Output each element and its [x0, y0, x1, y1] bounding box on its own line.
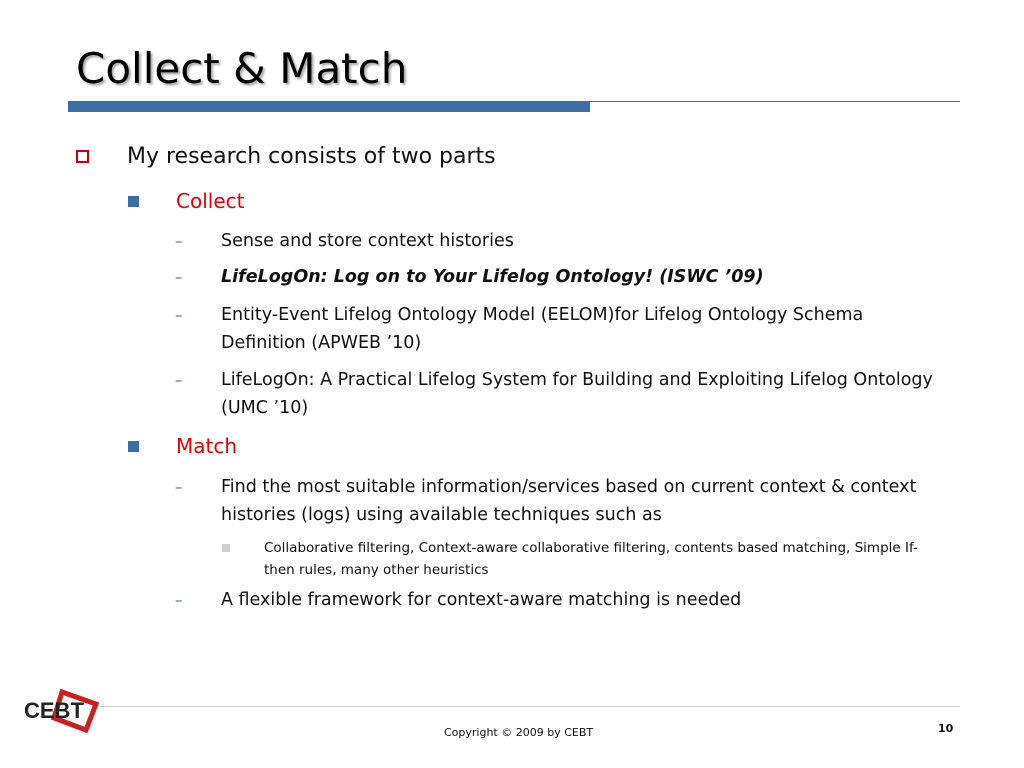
page-number: 10: [938, 722, 954, 735]
match-heading: Match: [176, 434, 238, 458]
bullet-intro-text: My research consists of two parts: [127, 144, 496, 169]
dash-icon: –: [175, 232, 183, 250]
collect-item-text: LifeLogOn: Log on to Your Lifelog Ontology! (ISWC ’09): [221, 267, 764, 287]
match-item-text: Find the most suitable information/services based on current context & context histories (logs) using available techniques such as: [221, 477, 917, 525]
logo-text: CEBT: [24, 698, 84, 723]
title-underline-thick: [68, 101, 590, 112]
dash-icon: –: [175, 306, 183, 324]
collect-item-text: LifeLogOn: A Practical Lifelog System for Building and Exploiting Lifelog Ontology (UMC ’10): [221, 370, 933, 418]
dash-icon: –: [175, 268, 183, 286]
match-item-text: A flexible framework for context-aware matching is needed: [221, 590, 742, 610]
dash-icon: –: [175, 591, 183, 609]
dash-icon: –: [175, 371, 183, 389]
collect-item-text: Sense and store context histories: [221, 231, 514, 251]
title-underline: [68, 100, 960, 112]
hollow-square-icon: [76, 150, 89, 163]
collect-item-text: Entity-Event Lifelog Ontology Model (EELOM)for Lifelog Ontology Schema Definition (APWEB ’10): [221, 305, 864, 353]
copyright-text: Copyright © 2009 by CEBT: [444, 726, 594, 739]
match-subitem-text: Collaborative filtering, Context-aware collaborative filtering, contents based matching, Simple If-then rules, many other heuristics: [264, 540, 918, 578]
footer-divider: [100, 706, 960, 707]
dash-icon: –: [175, 478, 183, 496]
filled-square-icon: [128, 441, 139, 452]
slide-title: Collect & Match: [76, 44, 408, 93]
collect-heading: Collect: [176, 189, 245, 213]
small-square-icon: [222, 544, 230, 552]
title-underline-thin: [590, 101, 960, 102]
cebt-logo: [24, 684, 104, 734]
filled-square-icon: [128, 196, 139, 207]
